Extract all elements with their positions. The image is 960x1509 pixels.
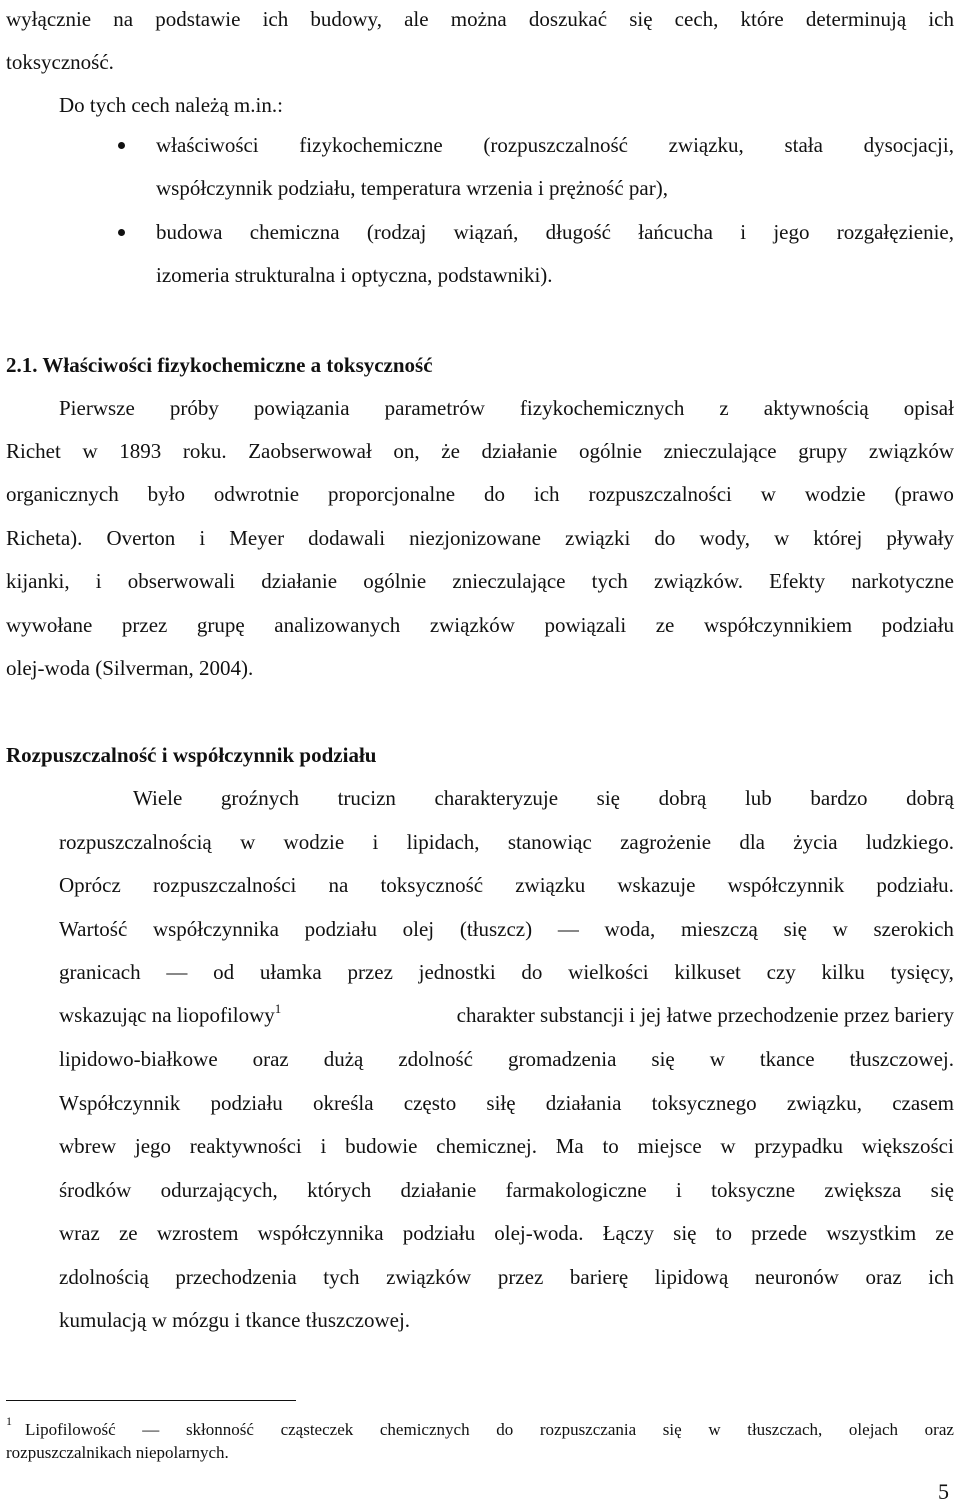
word: wyłącznie [6,7,92,31]
word: środków [59,1178,132,1202]
word: zdolnością [59,1265,149,1289]
word: analizowanych [274,613,401,637]
word: do [654,526,676,550]
word: grupy [798,439,848,463]
section-2-1-line [6,612,954,638]
word: się [651,1047,675,1071]
word: i [95,569,102,593]
footnote-line-1 [25,1419,954,1441]
word: powiązali [544,613,627,637]
word: czasem [892,1091,954,1115]
rozp-line: kumulacją w mózgu i tkance tłuszczowej. [59,1308,411,1332]
word: jego [773,220,810,244]
word: w [720,1134,736,1158]
bullet-icon [118,229,125,236]
word: Współczynnik [59,1091,181,1115]
word: rozpuszczalnością [59,830,212,854]
word: Lipofilowość [25,1420,116,1439]
word: wraz [59,1221,100,1245]
word: z [719,396,729,420]
rozp-line-part-b: charakter substancji i jej łatwe przechodzenie przez bariery [456,1003,954,1027]
word: często [403,1091,457,1115]
word: podziału [881,613,954,637]
word: i [372,830,379,854]
word: działanie [261,569,338,593]
word: związku, [786,1091,863,1115]
rozp-line [59,1220,954,1246]
word: Meyer [229,526,285,550]
word: podziału [402,1221,476,1245]
word: ludzkiego. [865,830,954,854]
word: organicznych [6,482,119,506]
word: olejach [848,1420,899,1439]
word: oraz [865,1265,902,1289]
word: czy [766,960,796,984]
word: Wartość [59,917,128,941]
word: cząsteczek [280,1420,354,1439]
word: przypadku [754,1134,843,1158]
word: aktywnością [763,396,869,420]
word: parametrów [384,396,485,420]
word: niezjonizowane [409,526,541,550]
word: wskazuje [617,873,696,897]
word: na [328,873,349,897]
word: stanowiąc [507,830,592,854]
intro-line-3: Do tych cech należą m.in.: [59,93,283,117]
word: barierę [569,1265,629,1289]
word: chemiczna [249,220,340,244]
word: to [715,1221,732,1245]
word: mieszczą [680,917,758,941]
word: trucizn [337,786,396,810]
word: które [740,7,784,31]
word: zagrożenie [620,830,712,854]
section-2-1-line [6,525,954,551]
word: związków [429,613,515,637]
word: Pierwsze [59,396,135,420]
word: i [199,526,206,550]
word: budowa [156,220,223,244]
word: powiązania [253,396,350,420]
bullet-1-line-2: współczynnik podziału, temperatura wrzenia i prężność par), [156,176,668,200]
word: Oprócz [59,873,121,897]
word: Overton [106,526,176,550]
word: ich [533,482,560,506]
word: tych [591,569,628,593]
word: się [629,7,653,31]
word: toksyczne [711,1178,796,1202]
word: gromadzenia [507,1047,617,1071]
word: (prawo [894,482,954,506]
word: bardzo [810,786,868,810]
word: lub [744,786,772,810]
word: wbrew [59,1134,117,1158]
word: zwiększa [824,1178,902,1202]
footnote-reference: 1 [274,1001,282,1016]
rozp-line [59,872,954,898]
word: olej-woda. [494,1221,584,1245]
word: w [709,1047,725,1071]
word: że [441,439,460,463]
word: ich [928,1265,954,1289]
word: fizykochemiczne [299,133,443,157]
word: opisał [903,396,954,420]
word: granicach [59,960,141,984]
word: Richet [6,439,61,463]
word: rozgałęzienie, [836,220,954,244]
word: ale [404,7,429,31]
word: w [760,482,776,506]
word: znieczulające [452,569,566,593]
bullet-2-line-1 [156,219,954,245]
section-2-1-line [59,395,954,421]
word: się [596,786,620,810]
word: życia [793,830,838,854]
section-2-1-line: olej-woda (Silverman, 2004). [6,656,254,680]
word: w [832,917,848,941]
word: — [557,917,579,941]
word: rozpuszczalności [588,482,732,506]
rozp-line [59,1046,954,1072]
word: doszukać [528,7,608,31]
word: związków [868,439,954,463]
word: próby [169,396,219,420]
word: w [708,1420,721,1439]
word: odwrotnie [213,482,300,506]
rozp-line [59,829,954,855]
word: związku, [668,133,744,157]
word: wiązań, [453,220,519,244]
word: ich [928,7,954,31]
word: się [783,917,807,941]
word: (rodzaj [366,220,427,244]
word: lipidowo-białkowe [59,1047,218,1071]
rozp-line [59,1133,954,1159]
word: się [662,1420,682,1439]
word: i [320,1134,327,1158]
word: wodzie [804,482,866,506]
word: olej [402,917,435,941]
word: można [450,7,507,31]
word: podziału. [876,873,954,897]
word: ogólnie [578,439,642,463]
bullet-icon [118,142,125,149]
word: rozpuszczalności [152,873,297,897]
section-2-1-line [6,568,954,594]
word: ze [935,1221,954,1245]
word: przez [121,613,168,637]
word: której [813,526,863,550]
word: dla [739,830,765,854]
word: Zaobserwował [248,439,372,463]
word: cech, [674,7,719,31]
word: w [774,526,790,550]
word: współczynnika [152,917,279,941]
word: determinują [805,7,907,31]
rozp-line [133,785,954,811]
word: związku [515,873,586,897]
word: wzrostem [156,1221,239,1245]
word: szerokich [873,917,954,941]
word: i [740,220,747,244]
word: skłonność [185,1420,254,1439]
word: których [307,1178,372,1202]
word: do [483,482,505,506]
word: oraz [252,1047,289,1071]
word: związki [565,526,631,550]
rozp-line [59,1264,954,1290]
word: — [166,960,188,984]
word: ich [262,7,289,31]
word: kilkuset [674,960,741,984]
word: określa [312,1091,374,1115]
word: — [142,1420,160,1439]
rozp-line-part-a: wskazując na liopofilowy$^1$ [59,1001,282,1027]
rozp-line [59,959,954,985]
word: tłuszczowej. [849,1047,954,1071]
word: wszystkim [826,1221,917,1245]
word: on, [393,439,420,463]
word: kijanki, [6,569,70,593]
word: przede [751,1221,808,1245]
word: do [521,960,543,984]
word: zdolność [398,1047,473,1071]
word: było [147,482,185,506]
word: stała [784,133,823,157]
word: toksyczność [380,873,484,897]
word: wielkości [568,960,649,984]
intro-line-2: toksyczność. [6,50,114,74]
word: (rozpuszczalność [483,133,628,157]
word: kilku [821,960,865,984]
word: oraz [924,1420,954,1439]
word: jednostki [418,960,496,984]
word: działanie [400,1178,477,1202]
word: związków [386,1265,472,1289]
word: Richeta). [6,526,83,550]
word: w [82,439,98,463]
word: groźnych [220,786,300,810]
page-number: 5 [938,1479,949,1504]
intro-line-1 [6,6,954,32]
footnote-separator [6,1400,296,1401]
word: tkance [759,1047,815,1071]
word: reaktywności [189,1134,302,1158]
word: długość [545,220,611,244]
word: i [675,1178,682,1202]
word: łańcucha [638,220,713,244]
word: ze [655,613,675,637]
word: proporcjonalne [327,482,456,506]
word: chemicznych [379,1420,470,1439]
word: tysięcy, [890,960,954,984]
word: przez [347,960,393,984]
word: wody, [699,526,750,550]
word: neuronów [754,1265,839,1289]
word: dobrą [658,786,707,810]
rozp-line [59,1177,954,1203]
word: dodawali [308,526,386,550]
word: wodzie [283,830,345,854]
word: charakteryzuje [434,786,559,810]
word: związków. [653,569,743,593]
word: właściwości [156,133,259,157]
word: miejsce [637,1134,702,1158]
section-2-1-heading: 2.1. Właściwości fizykochemiczne a toksyczność [6,353,433,377]
word: 1893 [119,439,162,463]
word: Łączy [602,1221,654,1245]
word: współczynnikiem [703,613,853,637]
word: rozpuszczania [539,1420,637,1439]
word: pływały [886,526,954,550]
rozp-line [59,916,954,942]
word: grupę [196,613,245,637]
word: się [673,1221,697,1245]
word: podstawie [155,7,241,31]
word: tłuszczach, [747,1420,823,1439]
word: przez [497,1265,544,1289]
word: przechodzenia [175,1265,297,1289]
rozp-line [59,1090,954,1116]
word: od [213,960,235,984]
word: podziału [304,917,377,941]
word: na [113,7,134,31]
word: chemicznej. [436,1134,537,1158]
word: się [930,1178,954,1202]
word: toksycznego [651,1091,757,1115]
word: znieczulające [663,439,777,463]
footnote-number: 1 [6,1414,12,1428]
word: farmakologiczne [505,1178,647,1202]
word: do [496,1420,514,1439]
word: działania [545,1091,622,1115]
bullet-1-line-1 [156,132,954,158]
word: współczynnik [727,873,845,897]
word: tych [323,1265,360,1289]
bullet-2-line-2: izomeria strukturalna i optyczna, podstawniki). [156,263,553,287]
word: budowie [345,1134,418,1158]
word: Ma [555,1134,584,1158]
word: podziału [210,1091,283,1115]
word: ogólnie [363,569,427,593]
rozpuszczalnosc-heading: Rozpuszczalność i współczynnik podziału [6,743,377,767]
section-2-1-line [6,481,954,507]
word: Wiele [133,786,183,810]
word: narkotyczne [851,569,954,593]
word: współczynnika [257,1221,384,1245]
rozp-line-with-footnote [59,1002,954,1028]
word: ze [118,1221,138,1245]
word: wywołane [6,613,93,637]
word: dużą [323,1047,364,1071]
word: lipidową [654,1265,729,1289]
word: większości [861,1134,954,1158]
word: siłę [486,1091,516,1115]
word: to [602,1134,619,1158]
word: działanie [481,439,558,463]
word: odurzających, [160,1178,278,1202]
word: budowy, [310,7,382,31]
word: roku. [182,439,227,463]
word: (tłuszcz) [459,917,533,941]
word: dobrą [906,786,954,810]
word: fizykochemicznych [519,396,685,420]
word: obserwowali [127,569,236,593]
section-2-1-line [6,438,954,464]
word: woda, [604,917,656,941]
word: jego [134,1134,172,1158]
footnote-line-2: rozpuszczalnikach niepolarnych. [6,1443,229,1462]
word: lipidach, [406,830,480,854]
word: Efekty [769,569,826,593]
word: ułamka [259,960,322,984]
word: dysocjacji, [863,133,954,157]
word: w [240,830,256,854]
